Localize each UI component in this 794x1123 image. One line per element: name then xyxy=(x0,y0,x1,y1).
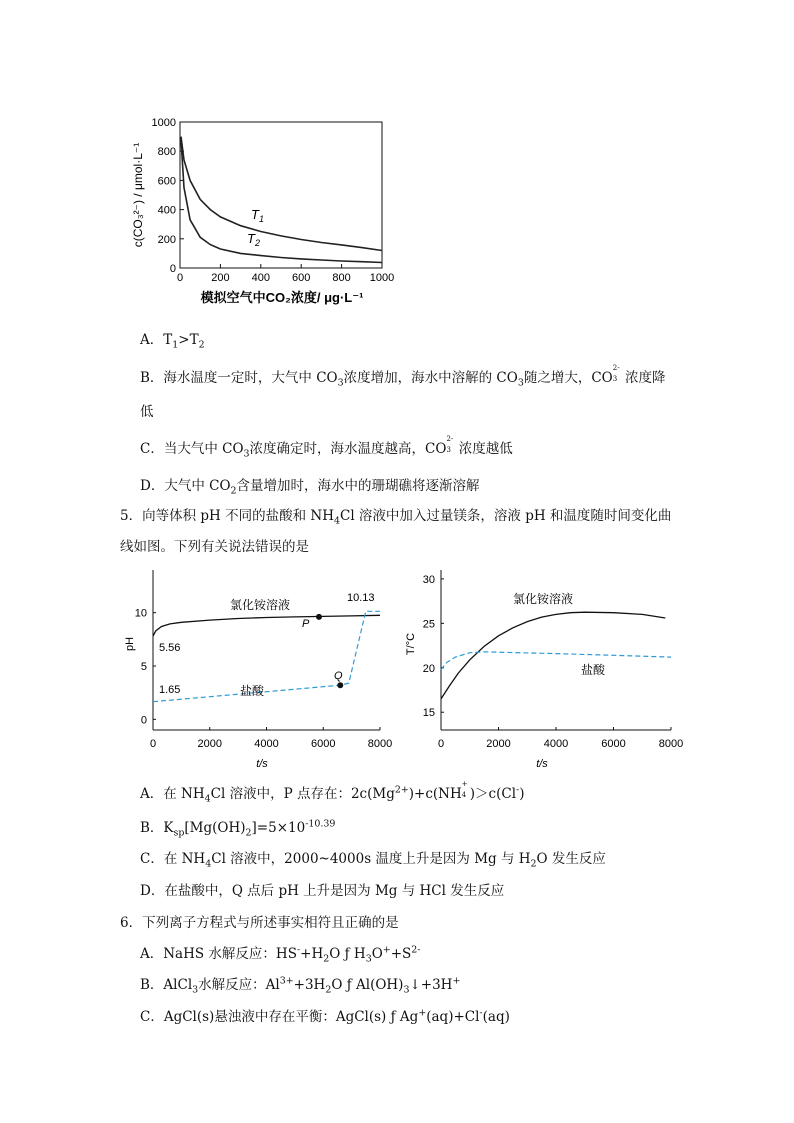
chart3-xlabel: t/s xyxy=(536,758,548,770)
series-line-t2 xyxy=(181,140,382,263)
q5-option-c: C．在 $NH_4Cl$ 溶液中，2000~4000s 温度上升是因为 Mg 与 $H_2O$ 发生反应 xyxy=(140,851,606,870)
point-label-p: P xyxy=(302,618,310,630)
x-tick-label: 800 xyxy=(332,272,351,284)
y-tick-label: 15 xyxy=(422,707,435,720)
y-tick-label: 0 xyxy=(140,714,147,727)
x-tick-label: 4000 xyxy=(543,738,569,750)
chart2-ylabel: pH xyxy=(124,636,136,652)
chart-temperature-vs-time xyxy=(395,562,685,777)
q4-option-b: B．海水温度一定时，大气中 $CO_3$浓度增加，海水中溶解的 $CO_3$随之增大，CO 2- 3 浓度降 xyxy=(140,364,666,389)
q5-option-b: B．$K_{sp}[Mg(OH)_2]=5\times 10^{-10.39}$ xyxy=(140,818,336,839)
x-tick-label: 200 xyxy=(211,272,230,284)
chart1-series xyxy=(181,137,382,263)
chart2-axes xyxy=(153,570,380,730)
q6-option-b: B．AlCl$_3$水解反应：$Al^{3+}+3H_2O$ ƒ $Al(OH)_3↓+3H^+$ xyxy=(140,975,461,996)
chart2-xlabel: t/s xyxy=(256,758,268,770)
chart2-series xyxy=(153,611,380,701)
q5-option-d: D．在盐酸中，Q 点后 pH 上升是因为 Mg 与 HCl 发生反应 xyxy=(140,883,505,899)
series-label-hcl-temp: 盐酸 xyxy=(581,663,606,677)
series-line-t1 xyxy=(181,137,382,251)
series-label-nh4cl: 氯化铵溶液 xyxy=(230,598,291,612)
y-tick-label: 400 xyxy=(157,204,176,217)
x-tick-label: 6000 xyxy=(601,738,626,750)
y-tick-label: 800 xyxy=(157,146,176,159)
x-tick-label: 6000 xyxy=(311,738,336,750)
x-tick-label: 0 xyxy=(176,272,184,284)
x-tick-label: 1000 xyxy=(369,272,395,284)
x-tick-label: 8000 xyxy=(658,738,684,750)
point-p xyxy=(316,614,322,620)
curve-label-t1: $T_1$ xyxy=(251,207,264,224)
series-label-nh4cl-temp: 氯化铵溶液 xyxy=(513,592,574,606)
q4-option-d: D．大气中 $CO_2$含量增加时，海水中的珊瑚礁将逐渐溶解 xyxy=(140,478,480,497)
series-line-nh4cl xyxy=(153,615,380,636)
x-tick-label: 0 xyxy=(149,738,157,750)
chart-co3-vs-co2 xyxy=(120,115,410,315)
label-5-56: 5.56 xyxy=(159,642,181,654)
x-tick-label: 8000 xyxy=(367,738,393,750)
q4-option-c: C．当大气中 $CO_3$浓度确定时，海水温度越高，CO 2- 3 浓度越低 xyxy=(140,435,513,460)
x-tick-label: 2000 xyxy=(486,738,511,750)
chart-ph-vs-time xyxy=(115,562,395,777)
chart1-ticks xyxy=(152,117,395,284)
x-tick-label: 4000 xyxy=(254,738,279,750)
x-tick-label: 600 xyxy=(292,272,311,284)
label-1-65: 1.65 xyxy=(159,684,181,696)
curve-label-t2: $T_2$ xyxy=(247,231,260,248)
chart1-xlabel: 模拟空气中CO₂浓度/ μg·L⁻¹ xyxy=(200,290,364,305)
y-tick-label: 0 xyxy=(169,263,176,275)
chart2-ticks xyxy=(135,608,392,750)
point-label-q: Q xyxy=(334,670,343,682)
chart1-ylabel: c(CO₃²⁻) / μmol·L⁻¹ xyxy=(131,142,145,248)
y-tick-label: 200 xyxy=(157,233,176,246)
point-q xyxy=(337,682,343,688)
y-tick-label: 5 xyxy=(140,661,147,673)
series-label-hcl: 盐酸 xyxy=(240,684,265,698)
x-tick-label: 0 xyxy=(437,738,445,750)
y-tick-label: 10 xyxy=(134,607,147,620)
q5-option-a: A．在 $NH_4Cl$ 溶液中，P 点存在：$2c(Mg^{2+})+c(NH$ + 4 )＞c(Cl-) xyxy=(140,780,525,805)
y-tick-label: 20 xyxy=(422,662,435,675)
y-tick-label: 1000 xyxy=(151,117,176,129)
y-tick-label: 25 xyxy=(422,618,435,631)
series-line-hcl xyxy=(153,611,380,701)
chart3-ylabel: T/°C xyxy=(405,632,417,656)
q4-option-b-cont: 低 xyxy=(140,404,154,420)
y-tick-label: 30 xyxy=(422,573,435,586)
chart3-series xyxy=(441,612,671,699)
q5-stem-line2: 线如图。下列有关说法错误的是 xyxy=(120,539,309,555)
label-10-13: 10.13 xyxy=(347,592,375,604)
y-tick-label: 600 xyxy=(157,175,176,188)
q6-stem: 6．下列离子方程式与所述事实相符且正确的是 xyxy=(120,915,399,931)
q4-option-a: A．$T_1>T_2$ xyxy=(140,332,205,351)
q6-option-a: A．NaHS 水解反应：$HS^-+H_2O$ ƒ $H_3O^++S^{2-}$ xyxy=(140,944,421,965)
q5-stem-line1: 5．向等体积 pH 不同的盐酸和 $NH_4Cl$ 溶液中加入过量镁条，溶液 pH 和温度随时间变化曲 xyxy=(120,508,672,527)
q6-option-c: C．AgCl(s)悬浊液中存在平衡：AgCl(s) ƒ Ag+(aq)+Cl-(aq) xyxy=(140,1007,510,1025)
x-tick-label: 2000 xyxy=(197,738,222,750)
x-tick-label: 400 xyxy=(251,272,270,284)
